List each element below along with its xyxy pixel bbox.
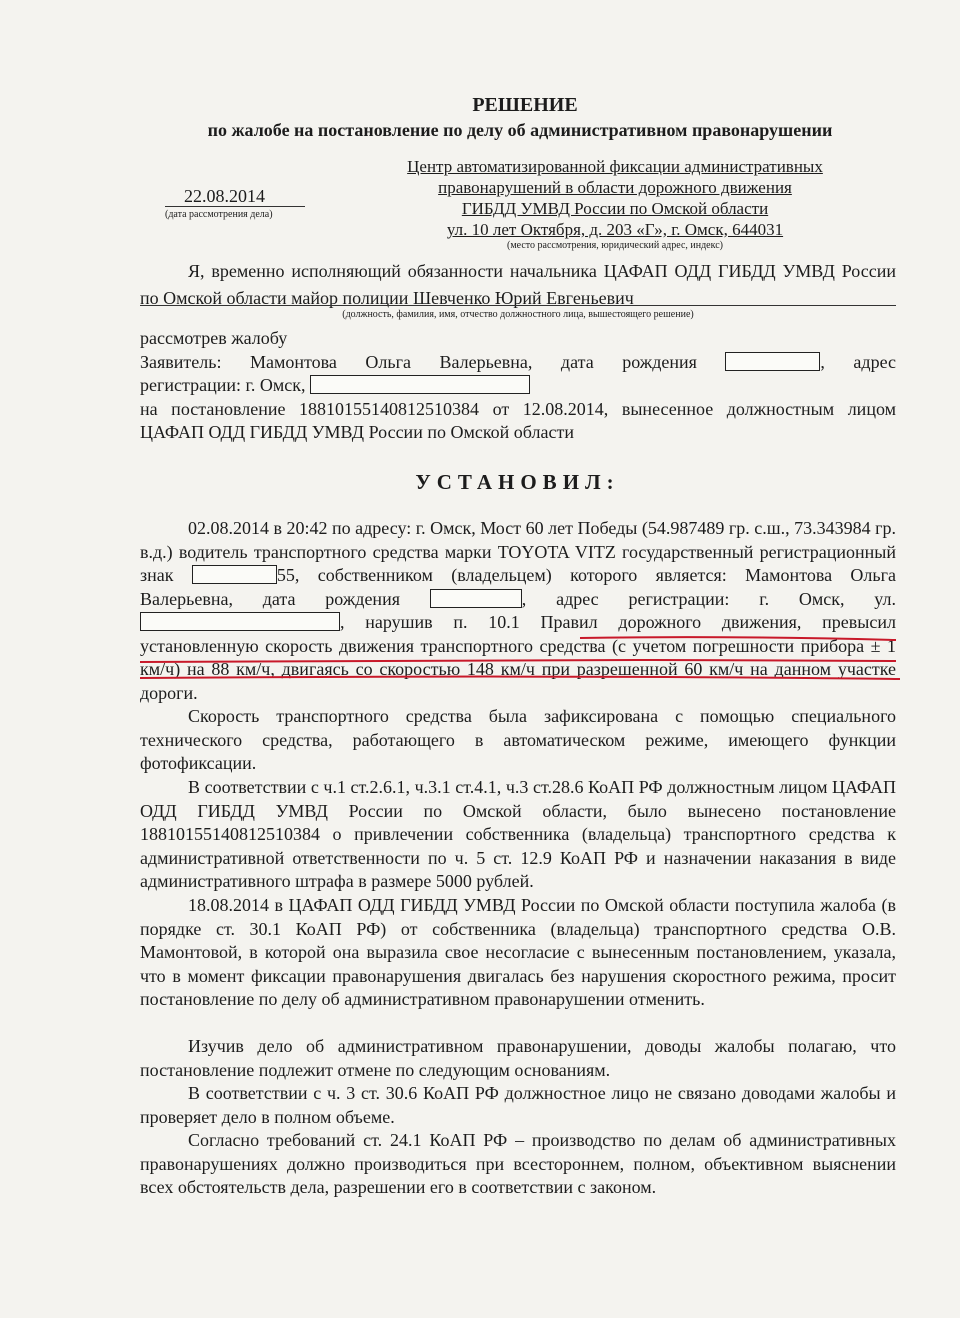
- org-line: правонарушений в области дорожного движения: [438, 178, 792, 197]
- registration-text: регистрации: г. Омск,: [140, 375, 306, 395]
- redacted-street: [140, 612, 340, 631]
- fact-paragraph-5: Изучив дело об административном правонарушении, доводы жалобы полагаю, что постановление подлежит отмене по следующим основаниям.: [140, 1036, 896, 1080]
- redacted-address: [310, 375, 530, 394]
- fact-text: , нарушив п. 10.1 Правил дорожного движения, превысил установленную скорость движения транспортного средства (с учетом погрешности прибора ± 1 км/ч) на 88 км/ч, двигаясь со скоростью 148 км/ч при разрешенной 60 км/ч на данном участке дороги.: [140, 612, 896, 703]
- complaint-intro: рассмотрев жалобу: [140, 328, 288, 348]
- review-organization: [380, 156, 850, 240]
- org-line: Центр автоматизированной фиксации административных: [407, 157, 823, 176]
- org-line: ГИБДД УМВД России по Омской области: [461, 199, 769, 218]
- applicant-text: Заявитель: Мамонтова Ольга Валерьевна, дата рождения: [140, 351, 697, 372]
- applicant-line: [140, 351, 896, 375]
- review-date: 22.08.2014: [184, 186, 265, 206]
- org-line: ул. 10 лет Октября, д. 203 «Г», г. Омск, 644031: [446, 220, 784, 239]
- fact-paragraph-4: 18.08.2014 в ЦАФАП ОДД ГИБДД УМВД России по Омской области поступила жалоба (в порядке ст. 30.1 КоАП РФ) от собственника (владельца) транспортного средства О.В. Мамонтовой, в которой она выразила свое несогласие с вынесенным постановлением, указала, что в момент фиксации правонарушения двигалась без нарушения скоростного режима, просит постановление по делу об административном правонарушении отменить.: [140, 895, 896, 1009]
- established-heading: УСТАНОВИЛ:: [415, 470, 620, 494]
- fact-paragraph-3: В соответствии с ч.1 ст.2.6.1, ч.3.1 ст.4.1, ч.3 ст.28.6 КоАП РФ должностным лицом ЦАФАП ОДД ГИБДД УМВД России по Омской области, было вынесено постановление 18810155140812510384 о привлечении собственника (владельца) транспортного средства к административной ответственности по ч. 5 ст. 12.9 КоАП РФ и назначении наказания в виде административного штрафа в размере 5000 рублей.: [140, 777, 896, 891]
- fact-text: 02.08.2014 в 20:42 по адресу: г. Омск, Мост 60 лет Победы (54.987489 гр. с.ш., 73.343984 гр. в.д.) водитель транспортного средства марки TOYOTA VITZ государственный регистрационный знак: [140, 518, 896, 585]
- applicant-address-label: , адрес: [820, 351, 896, 372]
- decision-reference: на постановление 18810155140812510384 от 12.08.2014, вынесенное должностным лицом ЦАФАП ОДД ГИБДД УМВД России по Омской области: [140, 398, 896, 442]
- document-title: РЕШЕНИЕ: [472, 94, 578, 116]
- document-subtitle: по жалобе на постановление по делу об административном правонарушении: [207, 120, 833, 140]
- red-pen-underline: [140, 632, 900, 682]
- redacted-plate: [192, 565, 277, 584]
- review-date-caption: (дата рассмотрения дела): [165, 209, 273, 220]
- official-statement: Я, временно исполняющий обязанности начальника ЦАФАП ОДД ГИБДД УМВД России по Омской области майор полиции Шевченко Юрий Евгеньевич: [140, 261, 896, 308]
- complaint-block: [140, 327, 896, 445]
- fact-paragraph-7: Согласно требований ст. 24.1 КоАП РФ – производство по делам об административных правонарушениях должно производиться при всестороннем, полном, объективном выяснении всех обстоятельств дела, разрешении его в соответствии с законом.: [140, 1130, 896, 1197]
- registration-line: [140, 374, 896, 398]
- org-caption: (место рассмотрения, юридический адрес, индекс): [506, 240, 723, 251]
- fact-text: 55, собственником (владельцем) которого является: Мамонтова Ольга Валерьевна, дата рождения: [140, 565, 896, 609]
- redacted-owner-birthdate: [430, 589, 522, 608]
- fact-paragraph-2: Скорость транспортного средства была зафиксирована с помощью специального технического средства, работающего в автоматическом режиме, имеющего функции фотофиксации.: [140, 706, 896, 773]
- date-underline: [165, 206, 305, 207]
- redacted-birthdate: [725, 352, 820, 371]
- fact-paragraph-6: В соответствии с ч. 3 ст. 30.6 КоАП РФ должностное лицо не связано доводами жалобы и проверяет дело в полном объеме.: [140, 1083, 896, 1127]
- official-underline: [140, 305, 896, 306]
- fact-text: , адрес регистрации: г. Омск, ул.: [521, 588, 897, 609]
- official-caption: (должность, фамилия, имя, отчество должностного лица, вышестоящего решение): [342, 309, 694, 320]
